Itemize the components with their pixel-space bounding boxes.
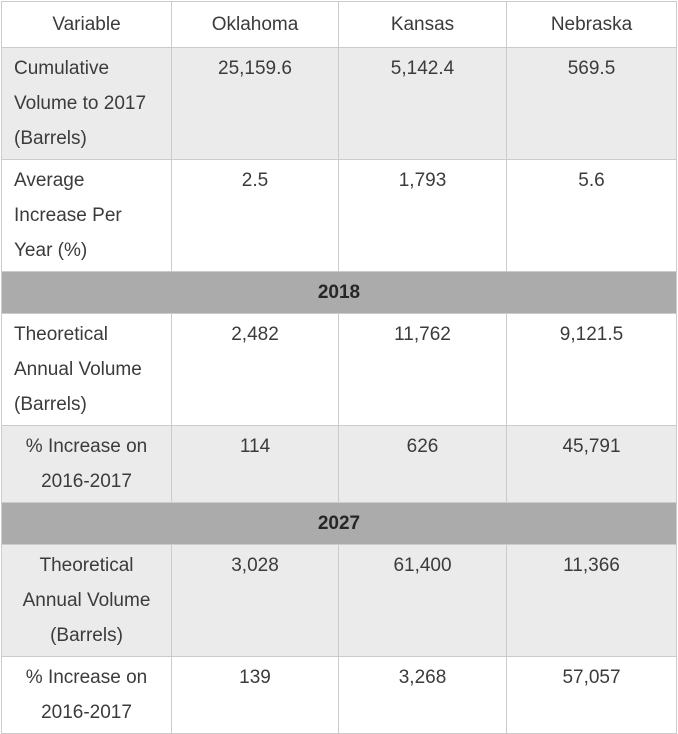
section-band-2027 bbox=[2, 503, 677, 545]
value-cell-oklahoma: 25,159.6 bbox=[172, 48, 339, 160]
value-cell-kansas: 3,268 bbox=[339, 657, 507, 734]
row-label: % Increase on 2016-2017 bbox=[2, 657, 172, 734]
row-label: Theoretical Annual Volume (Barrels) bbox=[2, 545, 172, 657]
value-cell-nebraska: 569.5 bbox=[507, 48, 677, 160]
table-row-average-increase bbox=[2, 160, 677, 272]
column-header-nebraska: Nebraska bbox=[507, 2, 677, 48]
value-cell-kansas: 11,762 bbox=[339, 314, 507, 426]
value-cell-nebraska: 9,121.5 bbox=[507, 314, 677, 426]
value-cell-nebraska: 5.6 bbox=[507, 160, 677, 272]
table-row-theoretical-volume-2027 bbox=[2, 545, 677, 657]
value-cell-oklahoma: 139 bbox=[172, 657, 339, 734]
table-row-theoretical-volume-2018 bbox=[2, 314, 677, 426]
section-year-label: 2018 bbox=[2, 272, 677, 314]
row-label: Cumulative Volume to 2017 (Barrels) bbox=[2, 48, 172, 160]
value-cell-kansas: 61,400 bbox=[339, 545, 507, 657]
value-cell-kansas: 626 bbox=[339, 426, 507, 503]
header-row bbox=[2, 2, 677, 48]
table-row-percent-increase-2018 bbox=[2, 426, 677, 503]
table-row-percent-increase-2027 bbox=[2, 657, 677, 734]
value-cell-oklahoma: 2,482 bbox=[172, 314, 339, 426]
value-cell-oklahoma: 114 bbox=[172, 426, 339, 503]
value-cell-oklahoma: 3,028 bbox=[172, 545, 339, 657]
value-cell-kansas: 5,142.4 bbox=[339, 48, 507, 160]
column-header-variable: Variable bbox=[2, 2, 172, 48]
value-cell-kansas: 1,793 bbox=[339, 160, 507, 272]
row-label: Average Increase Per Year (%) bbox=[2, 160, 172, 272]
value-cell-nebraska: 57,057 bbox=[507, 657, 677, 734]
value-cell-nebraska: 11,366 bbox=[507, 545, 677, 657]
projection-table bbox=[1, 1, 677, 734]
section-band-2018 bbox=[2, 272, 677, 314]
column-header-oklahoma: Oklahoma bbox=[172, 2, 339, 48]
table-row-cumulative-volume bbox=[2, 48, 677, 160]
value-cell-oklahoma: 2.5 bbox=[172, 160, 339, 272]
column-header-kansas: Kansas bbox=[339, 2, 507, 48]
section-year-label: 2027 bbox=[2, 503, 677, 545]
row-label: Theoretical Annual Volume (Barrels) bbox=[2, 314, 172, 426]
value-cell-nebraska: 45,791 bbox=[507, 426, 677, 503]
row-label: % Increase on 2016-2017 bbox=[2, 426, 172, 503]
